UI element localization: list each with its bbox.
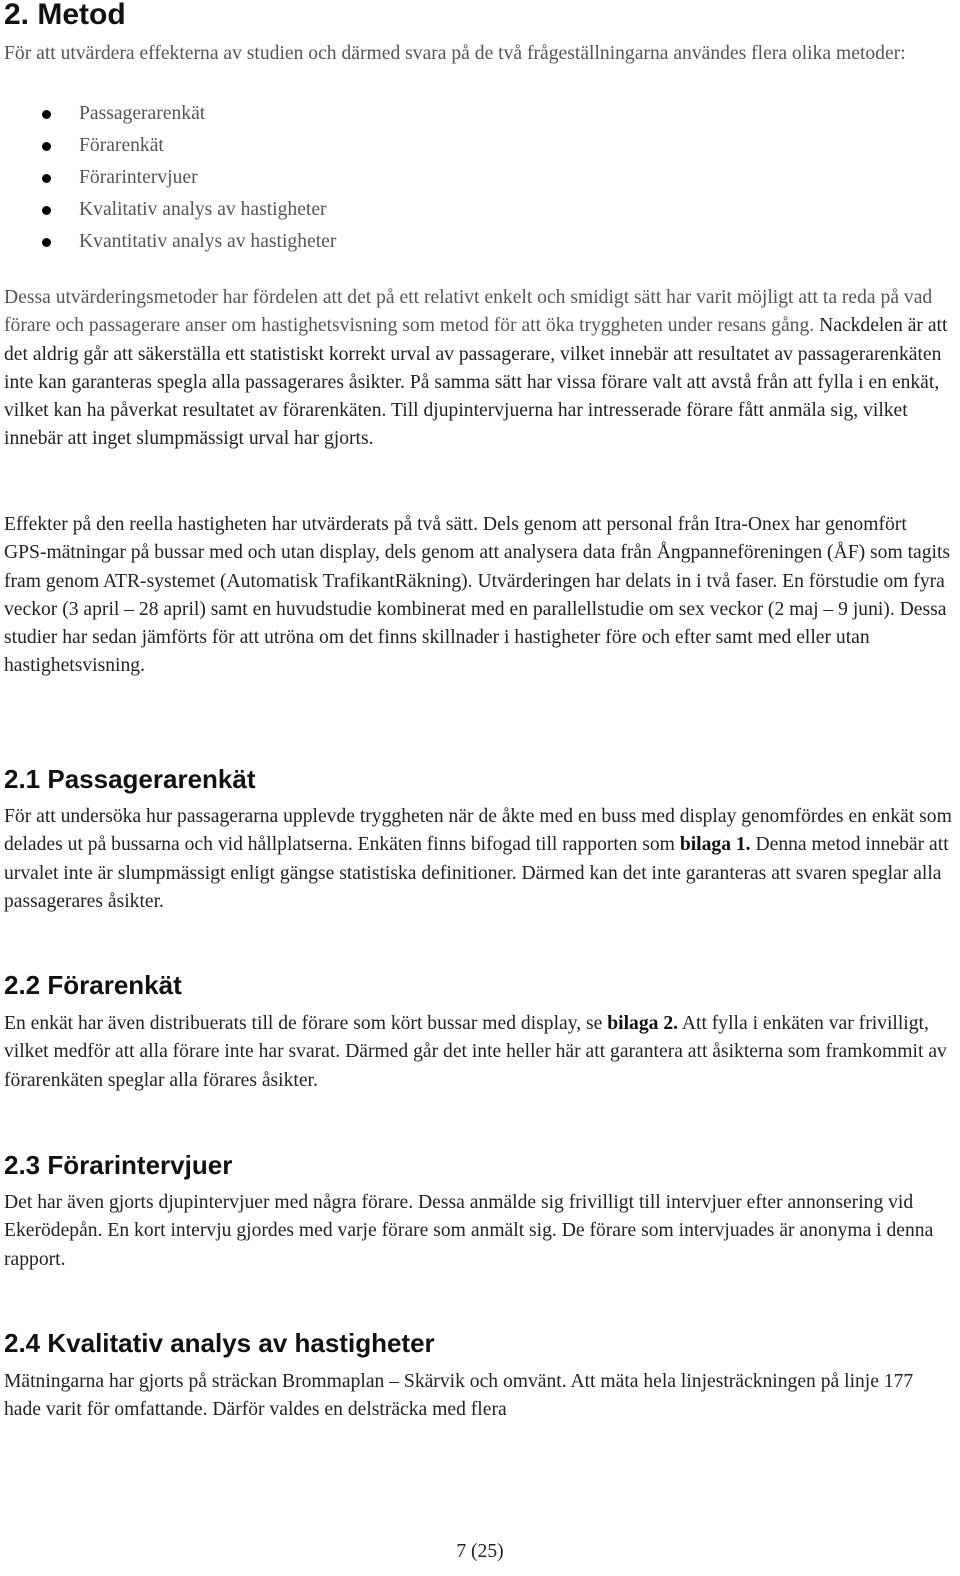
bullet-icon [42,206,51,215]
subsection-heading-2-4: 2.4 Kvalitativ analys av hastigheter [4,1328,435,1358]
bullet-icon [42,174,51,183]
subsection-heading-2-3: 2.3 Förarintervjuer [4,1150,233,1180]
intro-paragraph: För att utvärdera effekterna av studien och därmed svara på de två frågeställningarna användes flera olika metoder: [4,43,906,64]
driver-survey-paragraph: En enkät har även distribuerats till de förare som kört bussar med display, se bilaga 2. Att fylla i enkäten var frivilligt, vilket medför att alla förare inte har svarat. Därmed går det inte heller här att garantera att åsikterna som framkommit av förarenkäten speglar alla förares åsikter. [4,1013,947,1091]
driver-interviews-paragraph: Det har även gjorts djupintervjuer med några förare. Dessa anmälde sig frivilligt till intervjuer efter annonsering vid Ekerödepån. En kort intervju gjordes med varje förare som anmält sig. De förare som intervjuades är anonyma i denna rapport. [4,1192,934,1270]
bullet-icon [42,142,51,151]
passenger-survey-paragraph: För att undersöka hur passagerarna upplevde tryggheten när de åkte med en buss med display genomfördes en enkät som delades ut på bussarna och vid hållplatserna. Enkäten finns bifogad till rapporten som bilaga 1. Denna metod innebär att urvalet inte är slumpmässigt enligt gängse statistiska definitioner. Därmed kan det inte garanteras att svaren speglar alla passagerares åsikter. [4,806,952,912]
bullet-icon [42,238,51,247]
subsection-heading-2-1: 2.1 Passagerarenkät [4,764,256,794]
speed-analysis-paragraph: Mätningarna har gjorts på sträckan Brommaplan – Skärvik och omvänt. Att mäta hela linjesträckningen på linje 177 hade varit för omfattande. Därför valdes en delsträcka med flera [4,1371,914,1421]
page-number: 7 (25) [456,1541,504,1562]
section-heading: 2. Metod [4,0,126,31]
evaluation-paragraph: Dessa utvärderingsmetoder har fördelen att det på ett relativt enkelt och smidigt sätt har varit möjligt att ta reda på vad förare och passagerare anser om hastighetsvisning som metod för att öka tryggheten under resans gång. Nackdelen är att det aldrig går att säkerställa ett statistiskt korrekt urval av passagerare, vilket innebär att resultatet av passagerarenkäten inte kan garanteras spegla alla passagerares åsikter. På samma sätt har vissa förare valt att avstå från att fylla i en enkät, vilket kan ha påverkat resultatet av förarenkäten. Till djupintervjuerna har intresserade förare fått anmäla sig, vilket innebär att inget slumpmässigt urval har gjorts. [4,287,948,450]
bullet-icon [42,110,51,119]
subsection-heading-2-2: 2.2 Förarenkät [4,970,182,1000]
speed-effects-paragraph: Effekter på den reella hastigheten har utvärderats på två sätt. Dels genom att personal från Itra-Onex har genomfört GPS-mätningar på bussar med och utan display, dels genom att analysera data från Ångpanneföreningen (ÅF) som tagits fram genom ATR-systemet (Automatisk TrafikantRäkning). Utvärderingen har delats in i två faser. En förstudie om fyra veckor (3 april – 28 april) samt en huvudstudie kombinerat med en parallellstudie om sex veckor (2 maj – 9 juni). Dessa studier har sedan jämförts för att utröna om det finns skillnader i hastigheter före och efter samt med eller utan hastighetsvisning. [4,514,951,677]
